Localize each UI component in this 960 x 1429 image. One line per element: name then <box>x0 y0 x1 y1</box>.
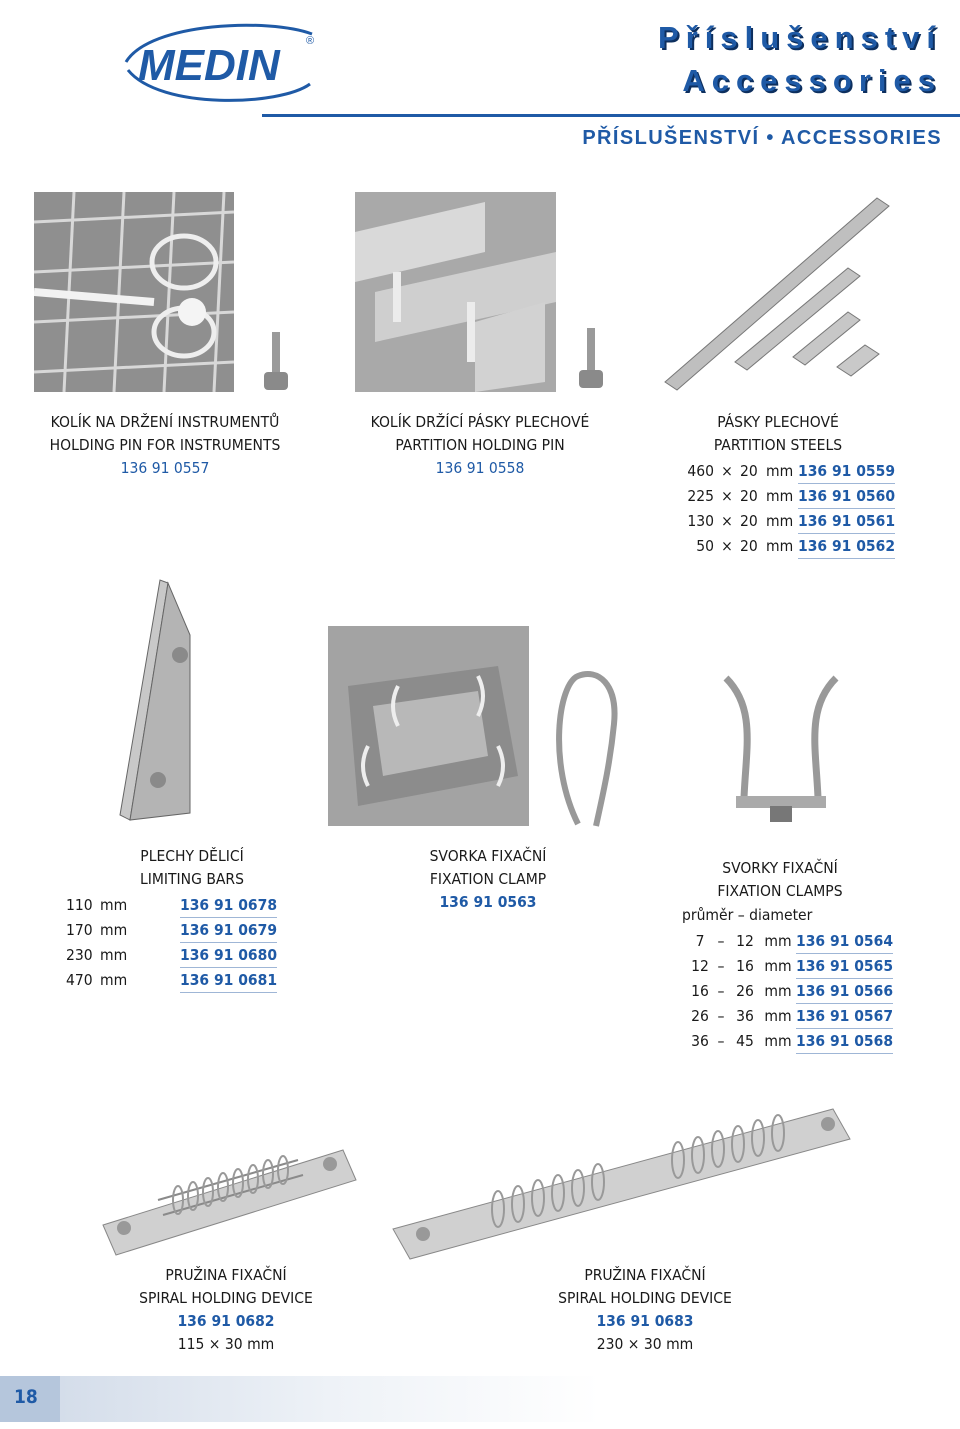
bar-code: 136 91 0681 <box>180 968 277 993</box>
times-sign: × <box>721 462 733 481</box>
spiral-large-photo <box>388 1094 856 1264</box>
holding-pin-caption <box>40 411 290 480</box>
steel-length: 50 <box>696 537 714 555</box>
spiral-small-name-cz: PRUŽINA FIXAČNÍ <box>165 1266 287 1284</box>
clamp-code: 136 91 0567 <box>796 1004 893 1029</box>
fixation-clamps-caption <box>680 857 880 903</box>
table-row <box>66 918 277 943</box>
bar-length: 230 <box>66 946 93 964</box>
fixation-clamp-name-cz: SVORKA FIXAČNÍ <box>429 847 547 865</box>
spiral-large-caption <box>545 1264 745 1356</box>
steel-width: 20 <box>740 512 758 530</box>
bar-code: 136 91 0680 <box>180 943 277 968</box>
page-number-box <box>0 1376 60 1422</box>
table-row <box>688 954 893 979</box>
fixation-clamp-code: 136 91 0563 <box>439 893 537 911</box>
fixation-clamps-photo <box>706 668 856 828</box>
header-rule <box>262 114 960 117</box>
partition-steels-table <box>682 459 895 559</box>
diameter-label: průměr – diameter <box>682 906 813 924</box>
bar-length: 470 <box>66 971 93 989</box>
steel-unit: mm <box>766 462 794 481</box>
partition-steels-name-cz: PÁSKY PLECHOVÉ <box>717 413 839 431</box>
table-row <box>688 929 893 954</box>
partition-pin-caption <box>355 411 605 480</box>
clamp-code: 136 91 0566 <box>796 979 893 1004</box>
partition-steels-name-en: PARTITION STEELS <box>713 436 843 454</box>
limiting-bars-caption <box>92 845 292 891</box>
partition-pin-photo <box>355 192 556 392</box>
steel-length: 460 <box>687 462 714 481</box>
diameter-to: 26 <box>736 982 754 1000</box>
table-row <box>688 979 893 1004</box>
times-sign: × <box>721 537 733 555</box>
diameter-from: 26 <box>691 1007 709 1025</box>
limiting-bars-name-cz: PLECHY DĚLICÍ <box>140 847 244 865</box>
range-dash: – <box>717 1007 725 1025</box>
fixation-clamps-name-en: FIXATION CLAMPS <box>717 882 843 900</box>
bar-code: 136 91 0678 <box>180 893 277 918</box>
diameter-to: 12 <box>736 932 754 951</box>
diameter-unit: mm <box>764 1032 792 1050</box>
table-row <box>688 1004 893 1029</box>
bar-length: 170 <box>66 921 93 939</box>
medin-logo <box>120 14 320 110</box>
footer-bar <box>60 1376 960 1422</box>
page-number: 18 <box>14 1386 38 1408</box>
steel-length: 225 <box>687 487 714 505</box>
page-title-english: Accessories <box>682 63 942 98</box>
limiting-bars-photo <box>100 575 220 825</box>
bar-unit: mm <box>100 896 128 915</box>
fixation-clamp-caption <box>388 845 588 914</box>
spiral-small-name-en: SPIRAL HOLDING DEVICE <box>139 1289 313 1307</box>
bar-unit: mm <box>100 971 128 989</box>
spiral-large-name-en: SPIRAL HOLDING DEVICE <box>558 1289 732 1307</box>
bar-length: 110 <box>66 896 93 915</box>
table-row <box>66 968 277 993</box>
spiral-small-photo <box>98 1130 360 1260</box>
range-dash: – <box>717 932 725 951</box>
spiral-large-size: 230 × 30 mm <box>596 1335 694 1353</box>
fixation-clamps-name-cz: SVORKY FIXAČNÍ <box>722 859 838 877</box>
diameter-from: 12 <box>691 957 709 975</box>
limiting-bars-name-en: LIMITING BARS <box>140 870 244 888</box>
fixation-clamp-photo <box>328 626 529 826</box>
steel-code: 136 91 0561 <box>798 509 895 534</box>
steel-width: 20 <box>740 487 758 505</box>
bar-unit: mm <box>100 946 128 964</box>
range-dash: – <box>717 982 725 1000</box>
times-sign: × <box>721 512 733 530</box>
diameter-unit: mm <box>764 982 792 1000</box>
steel-unit: mm <box>766 537 794 555</box>
times-sign: × <box>721 487 733 505</box>
diameter-to: 45 <box>736 1032 754 1050</box>
diameter-from: 7 <box>695 932 705 951</box>
limiting-bars-table <box>66 893 277 993</box>
clamp-code: 136 91 0568 <box>796 1029 893 1054</box>
partition-steels-photo <box>655 192 895 392</box>
holding-pin-name-cz: KOLÍK NA DRŽENÍ INSTRUMENTŮ <box>50 413 280 431</box>
spiral-small-caption <box>126 1264 326 1356</box>
clamp-code: 136 91 0564 <box>796 929 893 954</box>
fixation-clamp-part <box>548 664 628 829</box>
range-dash: – <box>717 957 725 975</box>
table-row <box>66 943 277 968</box>
holding-pin-photo <box>34 192 234 392</box>
spiral-small-code: 136 91 0682 <box>177 1312 275 1330</box>
registered-mark: ® <box>306 35 315 47</box>
fixation-clamps-table <box>688 929 893 1054</box>
partition-pin-name-cz: KOLÍK DRŽÍCÍ PÁSKY PLECHOVÉ <box>370 413 590 431</box>
steel-unit: mm <box>766 512 794 530</box>
clamp-code: 136 91 0565 <box>796 954 893 979</box>
range-dash: – <box>717 1032 725 1050</box>
page-title-czech: Příslušenství <box>658 20 942 55</box>
steel-code: 136 91 0560 <box>798 484 895 509</box>
table-row <box>688 1029 893 1054</box>
diameter-unit: mm <box>764 1007 792 1025</box>
steel-width: 20 <box>740 462 758 481</box>
steel-code: 136 91 0559 <box>798 459 895 484</box>
diameter-from: 16 <box>691 982 709 1000</box>
logo-wordmark: MEDIN <box>138 41 280 90</box>
table-row <box>682 484 895 509</box>
table-row <box>66 893 277 918</box>
section-subtitle: PŘÍSLUŠENSTVÍ • ACCESSORIES <box>582 127 942 149</box>
diameter-unit: mm <box>764 932 792 951</box>
spiral-large-code: 136 91 0683 <box>596 1312 694 1330</box>
partition-pin-code: 136 91 0558 <box>435 459 525 477</box>
fixation-clamp-name-en: FIXATION CLAMP <box>429 870 547 888</box>
partition-steels-caption <box>678 411 878 457</box>
table-row <box>682 459 895 484</box>
holding-pin-name-en: HOLDING PIN FOR INSTRUMENTS <box>49 436 281 454</box>
holding-pin-code: 136 91 0557 <box>120 459 210 477</box>
spiral-large-name-cz: PRUŽINA FIXAČNÍ <box>584 1266 706 1284</box>
diameter-from: 36 <box>691 1032 709 1050</box>
steel-width: 20 <box>740 537 758 555</box>
holding-pin-part <box>258 332 294 394</box>
steel-unit: mm <box>766 487 794 505</box>
partition-pin-part <box>574 328 608 394</box>
diameter-unit: mm <box>764 957 792 975</box>
partition-pin-name-en: PARTITION HOLDING PIN <box>395 436 565 454</box>
table-row <box>682 509 895 534</box>
steel-code: 136 91 0562 <box>798 534 895 559</box>
diameter-to: 36 <box>736 1007 754 1025</box>
diameter-to: 16 <box>736 957 754 975</box>
bar-code: 136 91 0679 <box>180 918 277 943</box>
table-row <box>682 534 895 559</box>
steel-length: 130 <box>687 512 714 530</box>
bar-unit: mm <box>100 921 128 939</box>
spiral-small-size: 115 × 30 mm <box>177 1335 275 1353</box>
